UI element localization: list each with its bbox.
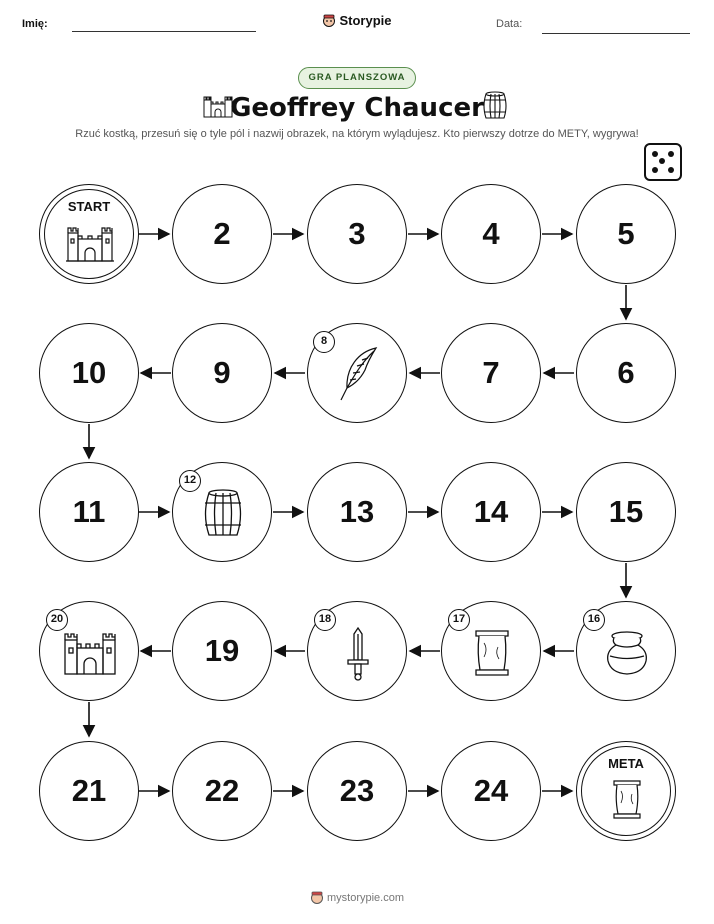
sword-icon bbox=[346, 626, 370, 687]
board-cell[interactable] bbox=[441, 184, 541, 284]
instructions: Rzuć kostką, przesuń się o tyle pól i nazwij obrazek, na którym wylądujesz. Kto pierwszy dotrze do METY, wygrywa! bbox=[75, 128, 639, 140]
board-cell[interactable] bbox=[172, 323, 272, 423]
finish-cell[interactable] bbox=[576, 741, 676, 841]
castle-icon bbox=[65, 223, 115, 268]
board-cell[interactable] bbox=[441, 462, 541, 562]
board-cell[interactable] bbox=[307, 741, 407, 841]
cell-number: 15 bbox=[608, 494, 644, 529]
cell-number: 6 bbox=[617, 355, 635, 390]
cell-number-badge: 17 bbox=[448, 609, 470, 631]
scroll-icon bbox=[472, 627, 512, 684]
cell-number: 19 bbox=[204, 633, 240, 668]
cell-number: 14 bbox=[473, 494, 509, 529]
board-cell[interactable] bbox=[307, 184, 407, 284]
name-label: Imię: bbox=[22, 18, 48, 30]
board-cell[interactable] bbox=[172, 184, 272, 284]
cell-number: 7 bbox=[482, 355, 500, 390]
cell-number: 5 bbox=[617, 216, 635, 251]
pot-icon bbox=[604, 630, 650, 681]
start-cell[interactable] bbox=[39, 184, 139, 284]
board-cell[interactable] bbox=[441, 741, 541, 841]
cell-number: 10 bbox=[71, 355, 107, 390]
board-cell[interactable] bbox=[39, 741, 139, 841]
board-cell[interactable] bbox=[576, 462, 676, 562]
board-cell[interactable] bbox=[441, 323, 541, 423]
board-cell[interactable] bbox=[39, 462, 139, 562]
cell-number: 9 bbox=[213, 355, 231, 390]
cell-number: 22 bbox=[204, 773, 240, 808]
cell-number-badge: 16 bbox=[583, 609, 605, 631]
board-cell[interactable] bbox=[39, 323, 139, 423]
cell-number: 11 bbox=[72, 494, 106, 529]
cell-number-badge: 8 bbox=[313, 331, 335, 353]
board-cell[interactable] bbox=[307, 462, 407, 562]
cell-number: 13 bbox=[339, 494, 375, 529]
cell-number: 24 bbox=[473, 773, 509, 808]
brand-name: Storypie bbox=[339, 13, 392, 28]
board-cell[interactable] bbox=[576, 323, 676, 423]
footer-url[interactable]: mystorypie.com bbox=[326, 892, 405, 904]
game-type-badge: GRA PLANSZOWA bbox=[298, 67, 416, 89]
storypie-logo-icon bbox=[310, 890, 324, 907]
page-title: Geoffrey Chaucer bbox=[230, 93, 484, 123]
date-label: Data: bbox=[496, 18, 523, 30]
finish-label: META bbox=[608, 756, 644, 771]
cell-number-badge: 12 bbox=[179, 470, 201, 492]
barrel-icon bbox=[202, 489, 244, 544]
cell-number: 2 bbox=[213, 216, 231, 251]
cell-number: 3 bbox=[348, 216, 366, 251]
board-cell[interactable] bbox=[172, 601, 272, 701]
board-cell[interactable] bbox=[172, 741, 272, 841]
cell-number: 23 bbox=[339, 773, 375, 808]
scroll-icon bbox=[611, 778, 643, 827]
cell-number-badge: 20 bbox=[46, 609, 68, 631]
quill-icon bbox=[338, 346, 380, 407]
footer bbox=[0, 890, 714, 907]
castle-icon bbox=[62, 630, 118, 681]
cell-number: 21 bbox=[71, 773, 107, 808]
start-label: START bbox=[67, 199, 111, 214]
cell-number: 4 bbox=[482, 216, 500, 251]
board-cell[interactable] bbox=[576, 184, 676, 284]
cell-number-badge: 18 bbox=[314, 609, 336, 631]
